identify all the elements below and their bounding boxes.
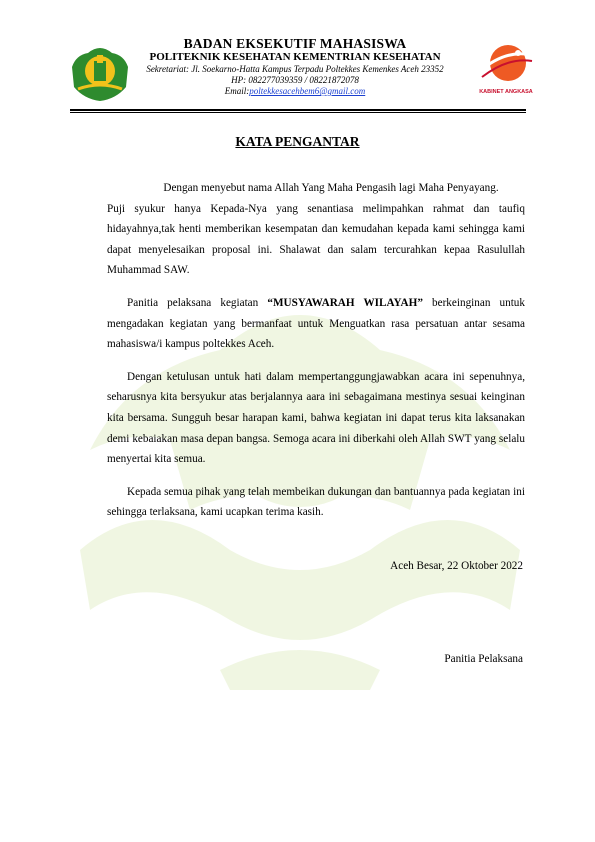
paragraph-3: Dengan ketulusan untuk hati dalam mempertanggungjawabkan acara ini sepenuhnya, seharusnya kita bersyukur atas berjalannya aara ini sebagaimana mestinya sesuai keinginan kita bersama. Sungguh besar harapan kami, bahwa kegiatan ini dapat terus kita laksanakan demi kebaiakan masa depan bangsa. Semoga acara ini diberkahi oleh Allah SWT yang selalu menyertai kita semua.: [107, 370, 525, 466]
right-logo-text: KABINET ANGKASA: [479, 89, 533, 95]
institution-name: POLITEKNIK KESEHATAN KEMENTRIAN KESEHATAN: [149, 51, 441, 63]
header-rule-thin: [70, 112, 526, 113]
letter-body: [107, 178, 525, 523]
org-name: BADAN EKSEKUTIF MAHASISWA: [183, 36, 407, 51]
kabinet-angkasa-logo-icon: [478, 41, 534, 87]
email-link[interactable]: poltekkesacehbem6@gmail.com: [249, 86, 366, 96]
p2-before: Panitia pelaksana kegiatan: [127, 296, 268, 309]
header-rule-thick: [70, 109, 526, 111]
paragraph-2: [107, 293, 525, 355]
opening-line: Dengan menyebut nama Allah Yang Maha Pengasih lagi Maha Penyayang.: [163, 182, 499, 194]
paragraph-1: Puji syukur hanya Kepada-Nya yang senantiasa melimpahkan rahmat dan taufiq hidayahnya,tak henti memberikan kesempatan dan kemudahan kepada kami sehingga kami dapat menyelesaikan proposal ini. Shalawat dan salam tercurahkan kepaa Rasulullah Muhammad SAW.: [107, 202, 525, 277]
page-title: KATA PENGANTAR: [235, 134, 360, 149]
letterhead: [130, 36, 460, 97]
address: Sekretariat: Jl. Soekarno-Hatta Kampus Terpadu Poltekkes Kemenkes Aceh 23352: [146, 64, 444, 74]
p2-after: berkeinginan untuk mengadakan kegiatan yang bermanfaat untuk Menguatkan rasa persatuan antar sesama mahasiswa/i kampus poltekkes Aceh.: [107, 296, 525, 351]
kabinet-angkasa-logo: [478, 41, 534, 103]
phone: HP: 082277039359 / 08221872078: [231, 75, 359, 85]
email-line: [130, 86, 460, 97]
poltekkes-emblem-icon: [68, 41, 132, 105]
paragraph-4: Kepada semua pihak yang telah membeikan dukungan dan bantuannya pada kegiatan ini sehingga terlaksana, kami ucapkan terima kasih.: [107, 485, 525, 519]
p2-event-name: “MUSYAWARAH WILAYAH”: [267, 296, 423, 309]
signatory: Panitia Pelaksana: [444, 653, 523, 665]
place-date: Aceh Besar, 22 Oktober 2022: [390, 560, 523, 572]
email-label: Email:: [224, 86, 250, 96]
